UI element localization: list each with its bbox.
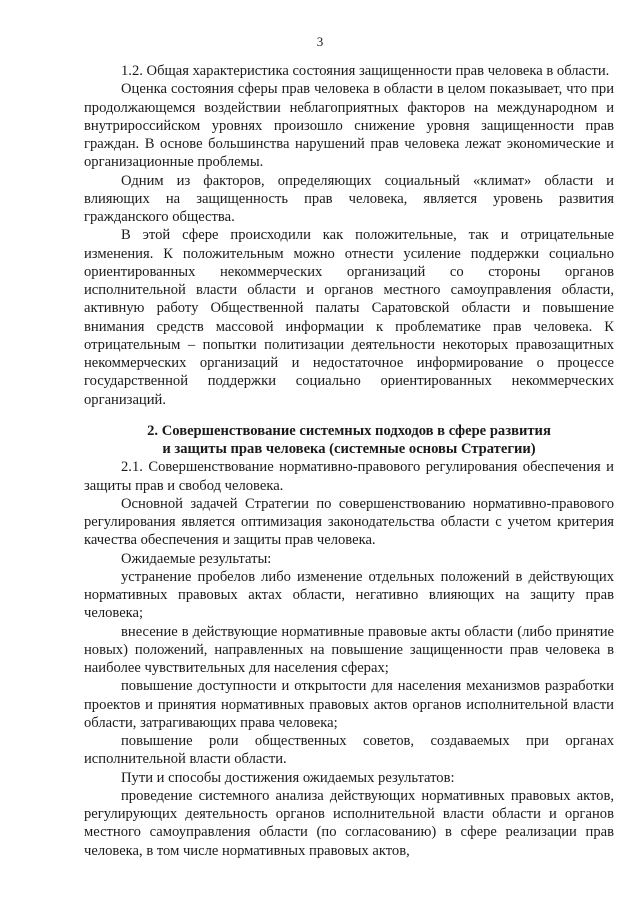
paragraph: Ожидаемые результаты: — [121, 550, 272, 567]
section-2-heading-line1: 2. Совершенствование системных подходов в сфере развития — [147, 422, 551, 439]
page-number: 3 — [316, 34, 324, 49]
paragraph: В этой сфере происходили как положительные, так и отрицательные изменения. К положительным можно отнести усиление поддержки социально ориентированных некоммерческих организаций со стороны органов исполнительной власти области и органов местного самоуправления области, активную работу Общественной палаты Саратовской области и повышение внимания средств массовой информации к проблематике прав человека. К отрицательным – попытки политизации деятельности некоторых правозащитных некоммерческих организаций и недостаточное информирование о процессе государственной поддержки социально ориентированных некоммерческих организаций. — [84, 227, 614, 408]
paragraph: Пути и способы достижения ожидаемых результатов: — [121, 769, 455, 786]
section-2-1-title: 2.1. Совершенствование нормативно-правового регулирования обеспечения и защиты прав и свобод человека. — [84, 459, 614, 494]
paragraph: Оценка состояния сферы прав человека в области в целом показывает, что при продолжающемся воздействии неблагоприятных факторов на международном и внутрироссийском уровнях произошло снижение уровня защищенности прав граждан. В основе большинства нарушений прав человека лежат экономические и организационные проблемы. — [84, 81, 614, 171]
list-item: проведение системного анализа действующих нормативных правовых актов, регулирующих деятельность органов исполнительной власти области и органов местного самоуправления области (по согласованию) в сфере реализации прав человека, в том числе нормативных правовых актов, — [84, 787, 614, 859]
list-item: повышение доступности и открытости для населения механизмов разработки проектов и принятия нормативных правовых актов органов исполнительной власти области, затрагивающих права человека; — [84, 678, 614, 731]
section-2-heading-line2: и защиты прав человека (системные основы Стратегии) — [162, 441, 536, 457]
list-item: повышение роли общественных советов, создаваемых при органах исполнительной власти области. — [84, 733, 614, 768]
section-1-2-title: 1.2. Общая характеристика состояния защищенности прав человека в области. — [121, 63, 610, 79]
document-body — [84, 62, 614, 860]
list-item: внесение в действующие нормативные правовые акты области (либо принятие новых) положений, направленных на повышение защищенности прав человека в наиболее чувствительных для населения сферах; — [84, 623, 614, 676]
paragraph: Основной задачей Стратегии по совершенствованию нормативно-правового регулирования является оптимизация законодательства области с учетом критерия качества обеспечения и защиты прав человека. — [84, 495, 614, 549]
section-2-heading — [84, 422, 614, 459]
list-item: устранение пробелов либо изменение отдельных положений в действующих нормативных правовых актах области, негативно влияющих на защиту прав человека; — [84, 568, 614, 622]
paragraph: Одним из факторов, определяющих социальный «климат» области и влияющих на защищенность прав человека, является уровень развития гражданского общества. — [84, 172, 614, 225]
